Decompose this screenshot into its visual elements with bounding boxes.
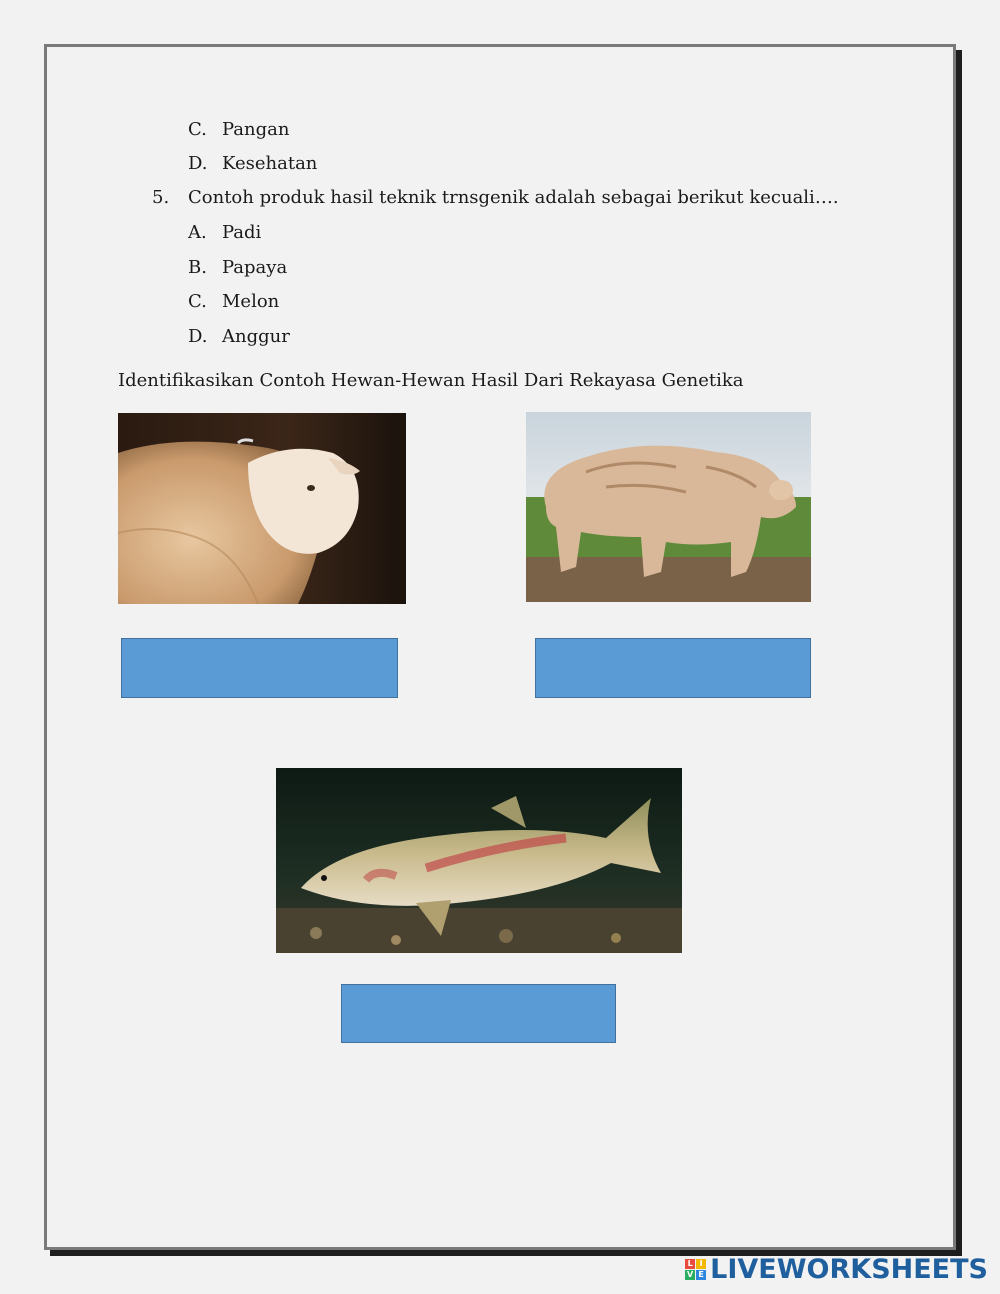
option-label: A.	[188, 222, 207, 243]
option-text: Padi	[222, 222, 262, 243]
fish-photo	[276, 768, 682, 953]
option-d-prev	[188, 153, 317, 175]
question-text: Contoh produk hasil teknik trnsgenik adalah sebagai berikut kecuali….	[188, 187, 839, 208]
option-label: D.	[188, 153, 208, 174]
question-number: 5.	[152, 187, 170, 208]
brand-text: LIVEWORKSHEETS	[710, 1253, 988, 1285]
answer-box-fish[interactable]	[341, 984, 616, 1043]
question-5	[152, 187, 839, 209]
answer-box-bull[interactable]	[535, 638, 811, 698]
option-text: Pangan	[222, 119, 290, 140]
liveworksheets-mark-icon	[685, 1259, 706, 1280]
option-label: D.	[188, 326, 208, 347]
option-b	[188, 257, 287, 279]
option-c-prev	[188, 119, 289, 141]
mark-letter: L	[685, 1259, 695, 1269]
option-text: Kesehatan	[222, 153, 318, 174]
mark-letter: I	[696, 1259, 706, 1269]
option-label: C.	[188, 119, 207, 140]
answer-box-sheep[interactable]	[121, 638, 398, 698]
option-text: Papaya	[222, 257, 288, 278]
option-label: C.	[188, 291, 207, 312]
liveworksheets-logo[interactable]	[685, 1254, 988, 1284]
option-text: Anggur	[222, 326, 290, 347]
bull-photo	[526, 412, 811, 602]
mark-letter: E	[696, 1270, 706, 1280]
option-a	[188, 222, 261, 244]
instruction-text: Identifikasikan Contoh Hewan-Hewan Hasil Dari Rekayasa Genetika	[118, 370, 744, 391]
option-c	[188, 291, 279, 313]
sheep-photo	[118, 413, 406, 604]
mark-letter: V	[687, 1269, 694, 1279]
option-d	[188, 326, 290, 348]
option-label: B.	[188, 257, 207, 278]
option-text: Melon	[222, 291, 280, 312]
